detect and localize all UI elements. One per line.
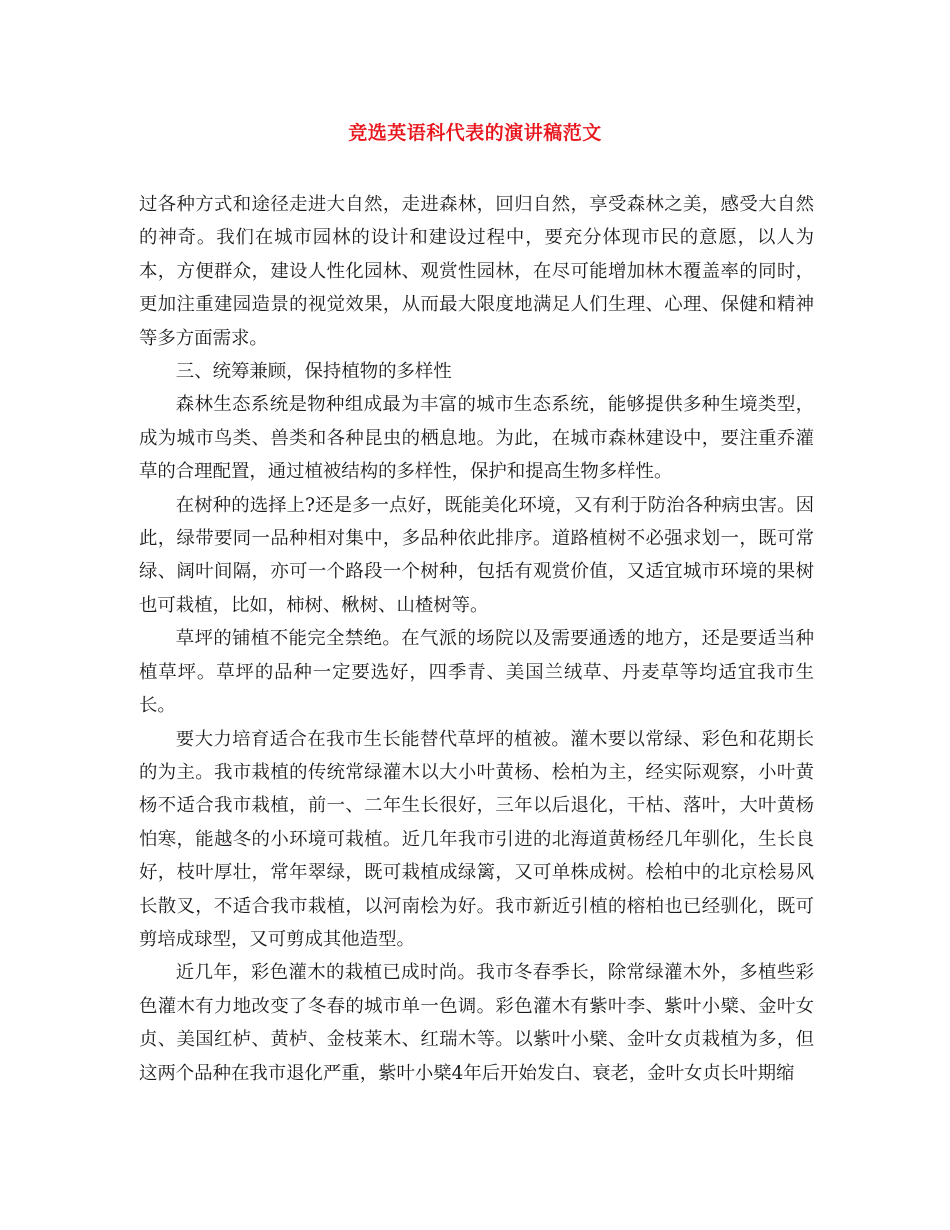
paragraph: 草坪的铺植不能完全禁绝。在气派的场院以及需要通透的地方，还是要适当种植草坪。草坪的品种一定要选好，四季青、美国兰绒草、丹麦草等均适宜我市生长。: [139, 628, 814, 717]
paragraph: 过各种方式和途径走进大自然，走进森林，回归自然，享受森林之美，感受大自然的神奇。我们在城市园林的设计和建设过程中，要充分体现市民的意愿，以人为本，方便群众，建设人性化园林、观赏性园林，在尽可能增加林木覆盖率的同时，更加注重建园造景的视觉效果，从而最大限度地满足人们生理、心理、保健和精神等多方面需求。: [139, 194, 814, 349]
document-title: 竞选英语科代表的演讲稿范文: [348, 122, 602, 144]
paragraph: 森林生态系统是物种组成最为丰富的城市生态系统，能够提供多种生境类型，成为城市鸟类、兽类和各种昆虫的栖息地。为此，在城市森林建设中，要注重乔灌草的合理配置，通过植被结构的多样性，保护和提高生物多样性。: [139, 394, 814, 483]
paragraph: 在树种的选择上?还是多一点好，既能美化环境，又有利于防治各种病虫害。因此，绿带要同一品种相对集中，多品种依此排序。道路植树不必强求划一，既可常绿、阔叶间隔，亦可一个路段一个树种，包括有观赏价值，又适宜城市环境的果树也可栽植，比如，柿树、楸树、山楂树等。: [139, 494, 814, 616]
section-heading: 三、统筹兼顾，保持植物的多样性: [175, 361, 452, 383]
paragraph: 近几年，彩色灌木的栽植已成时尚。我市冬春季长，除常绿灌木外，多植些彩色灌木有力地改变了冬春的城市单一色调。彩色灌木有紫叶李、紫叶小檗、金叶女贞、美国红栌、黄栌、金枝莱木、红瑞木等。以紫叶小檗、金叶女贞栽植为多，但这两个品种在我市退化严重，紫叶小檗4年后开始发白、衰老，金叶女贞长叶期缩: [139, 962, 814, 1084]
paragraph: 要大力培育适合在我市生长能替代草坪的植被。灌木要以常绿、彩色和花期长的为主。我市栽植的传统常绿灌木以大小叶黄杨、桧柏为主，经实际观察，小叶黄杨不适合我市栽植，前一、二年生长很好，三年以后退化，干枯、落叶，大叶黄杨怕寒，能越冬的小环境可栽植。近几年我市引进的北海道黄杨经几年驯化，生长良好，枝叶厚壮，常年翠绿，既可栽植成绿篱，又可单株成树。桧柏中的北京桧易风长散叉，不适合我市栽植，以河南桧为好。我市新近引植的榕柏也已经驯化，既可剪培成球型，又可剪成其他造型。: [139, 728, 814, 950]
document-body: [139, 188, 814, 1090]
